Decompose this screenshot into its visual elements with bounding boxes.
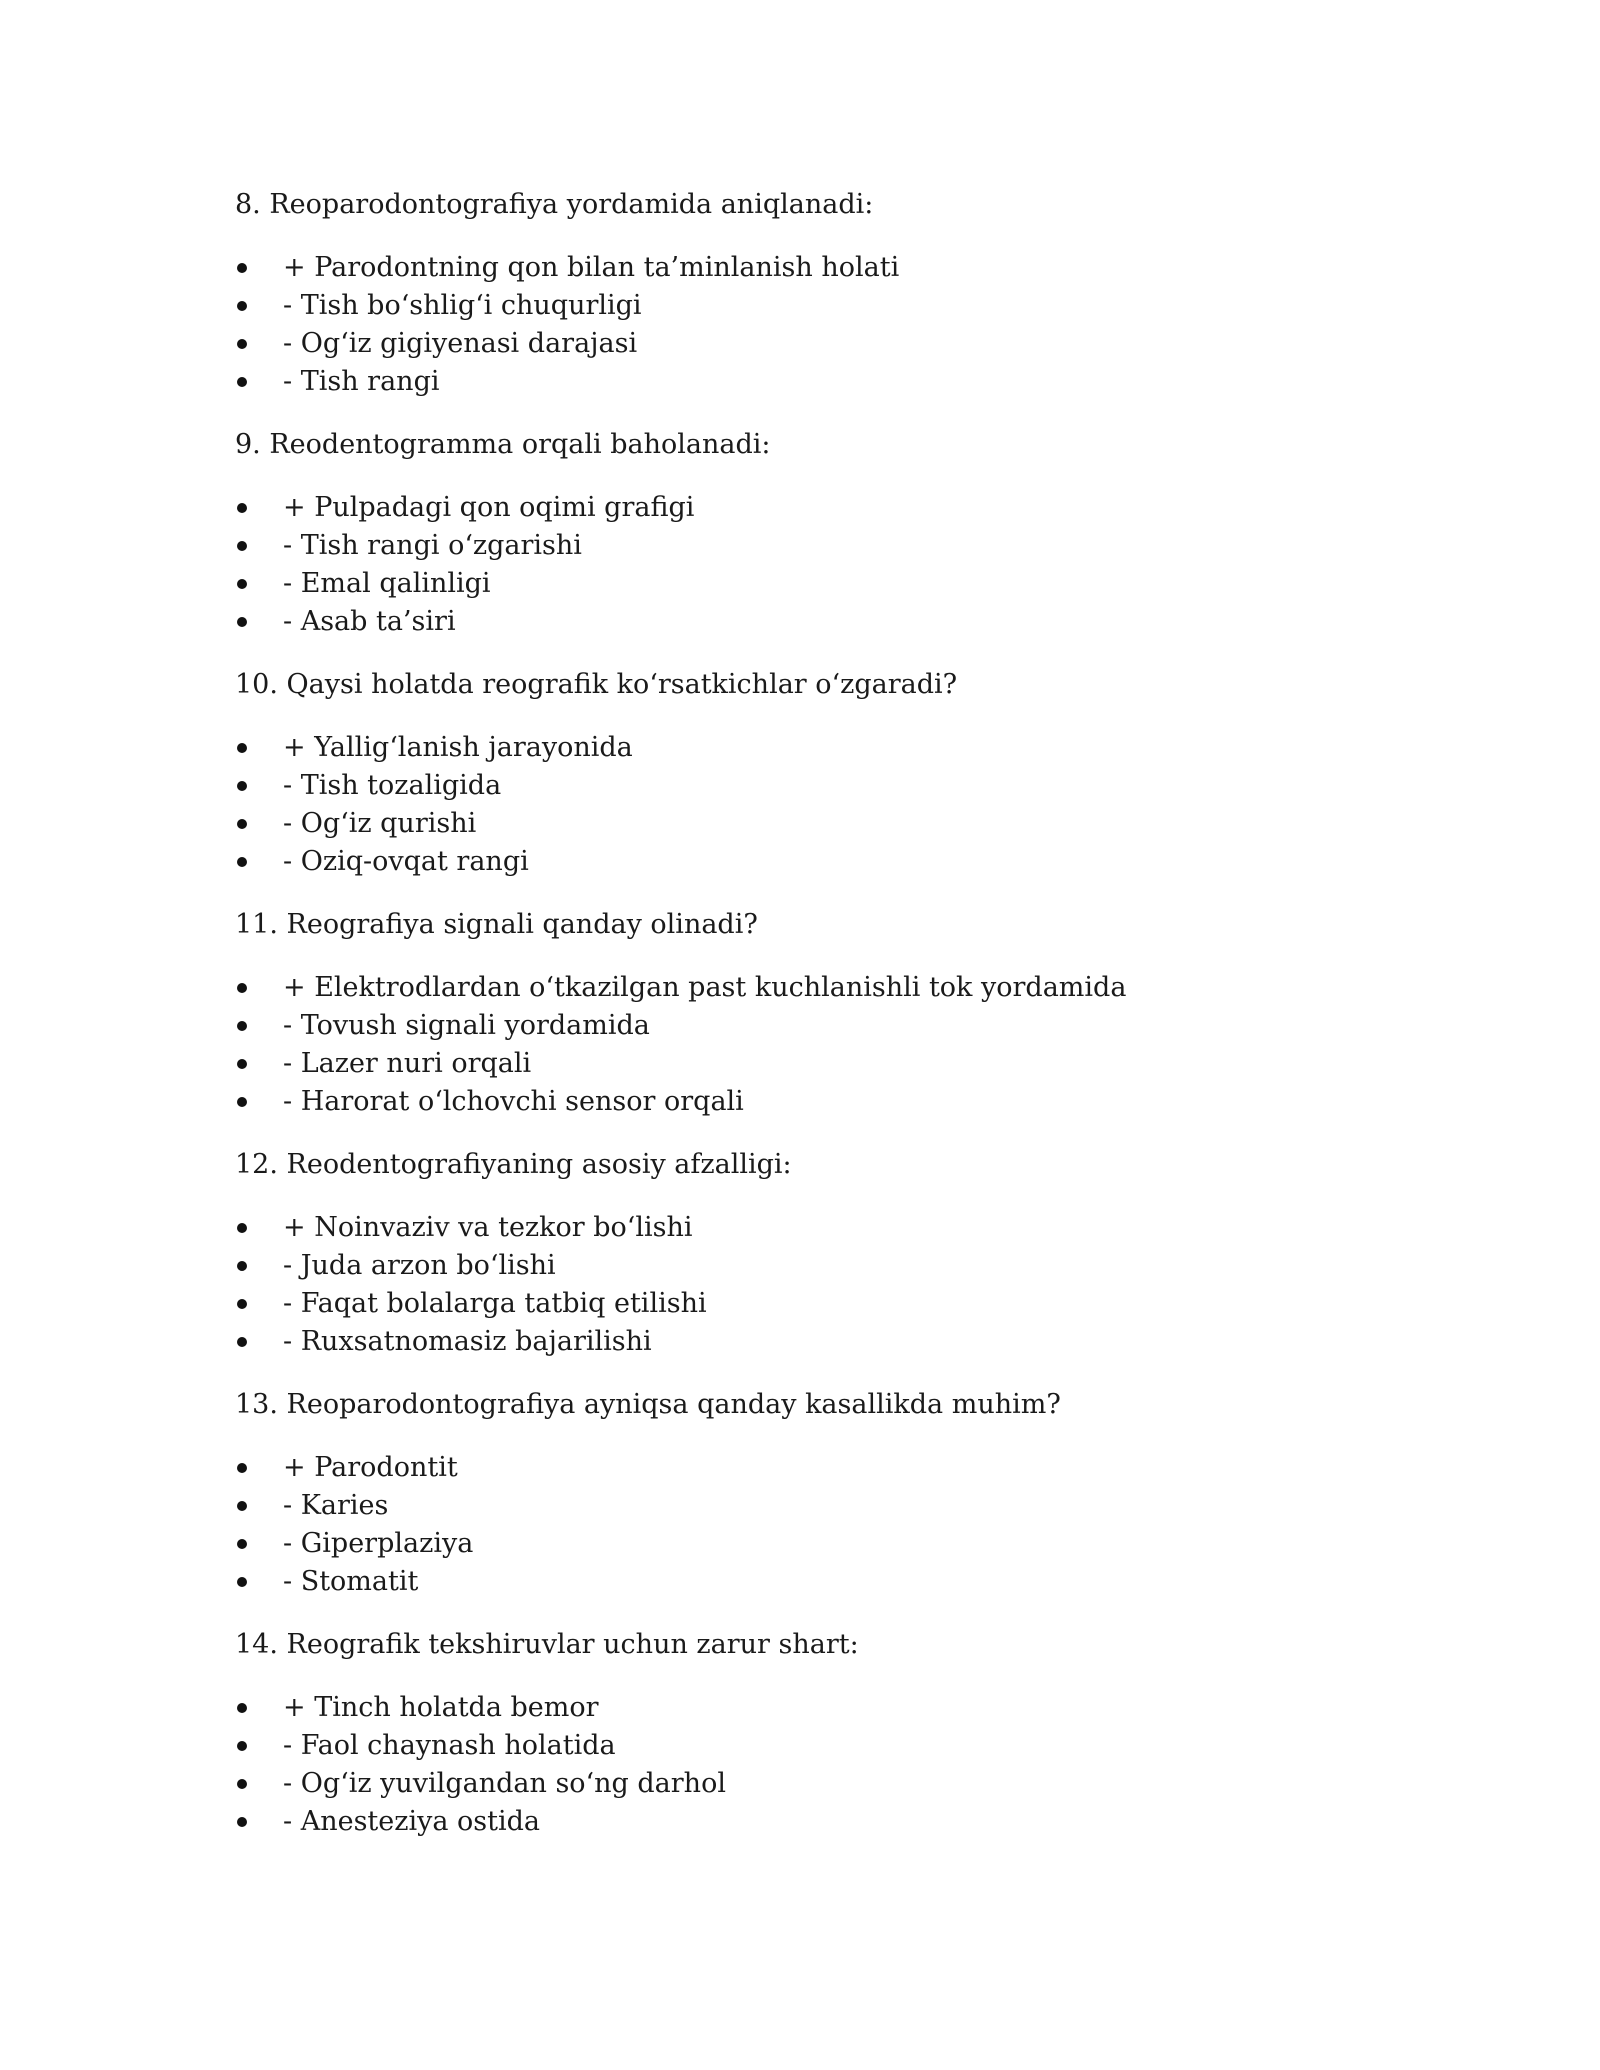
answer-text: - Oziq-ovqat rangi [283, 846, 529, 877]
bullet-icon [237, 503, 247, 513]
answer-item [235, 1083, 1435, 1121]
bullet-icon [237, 579, 247, 589]
answer-item [235, 1449, 1435, 1487]
answer-item [235, 1487, 1435, 1525]
answer-text: + Pulpadagi qon oqimi grafigi [283, 492, 695, 523]
answer-list [235, 1689, 1435, 1841]
answer-item [235, 603, 1435, 641]
bullet-icon [237, 1223, 247, 1233]
answer-item [235, 1209, 1435, 1247]
answer-item [235, 767, 1435, 805]
answer-text: - Emal qalinligi [283, 568, 491, 599]
bullet-icon [237, 743, 247, 753]
answer-item [235, 1689, 1435, 1727]
answer-text: - Stomatit [283, 1566, 419, 1597]
answer-list [235, 249, 1435, 401]
question-list [235, 186, 1435, 1841]
bullet-icon [237, 339, 247, 349]
answer-item [235, 805, 1435, 843]
bullet-icon [237, 301, 247, 311]
answer-text: + Tinch holatda bemor [283, 1692, 599, 1723]
question-10 [235, 666, 1435, 881]
answer-text: + Yallig‘lanish jarayonida [283, 732, 633, 763]
answer-list [235, 729, 1435, 881]
answer-item [235, 1007, 1435, 1045]
answer-text: - Juda arzon bo‘lishi [283, 1250, 556, 1281]
answer-text: - Tovush signali yordamida [283, 1010, 650, 1041]
question-9 [235, 426, 1435, 641]
bullet-icon [237, 857, 247, 867]
question-title: 12. Reodentografiyaning asosiy afzalligi: [235, 1149, 792, 1180]
answer-text: - Og‘iz gigiyenasi darajasi [283, 328, 638, 359]
answer-text: - Asab ta’siri [283, 606, 456, 637]
answer-text: + Noinvaziv va tezkor bo‘lishi [283, 1212, 693, 1243]
answer-text: - Giperplaziya [283, 1528, 474, 1559]
answer-item [235, 1045, 1435, 1083]
answer-item [235, 1563, 1435, 1601]
bullet-icon [237, 377, 247, 387]
answer-item [235, 363, 1435, 401]
answer-list [235, 969, 1435, 1121]
answer-item [235, 729, 1435, 767]
answer-text: - Ruxsatnomasiz bajarilishi [283, 1326, 652, 1357]
answer-text: - Tish rangi [283, 366, 440, 397]
bullet-icon [237, 1261, 247, 1271]
question-title: 13. Reoparodontografiya ayniqsa qanday kasallikda muhim? [235, 1389, 1061, 1420]
bullet-icon [237, 1741, 247, 1751]
answer-item [235, 325, 1435, 363]
bullet-icon [237, 819, 247, 829]
answer-item [235, 1803, 1435, 1841]
question-title: 11. Reografiya signali qanday olinadi? [235, 909, 758, 940]
answer-text: - Harorat o‘lchovchi sensor orqali [283, 1086, 744, 1117]
answer-item [235, 249, 1435, 287]
answer-text: - Tish rangi o‘zgarishi [283, 530, 582, 561]
answer-list [235, 489, 1435, 641]
answer-text: - Og‘iz yuvilgandan so‘ng darhol [283, 1768, 726, 1799]
answer-text: - Tish tozaligida [283, 770, 502, 801]
answer-item [235, 287, 1435, 325]
answer-list [235, 1449, 1435, 1601]
question-title: 14. Reografik tekshiruvlar uchun zarur shart: [235, 1629, 859, 1660]
answer-item [235, 565, 1435, 603]
bullet-icon [237, 617, 247, 627]
bullet-icon [237, 1463, 247, 1473]
answer-item [235, 843, 1435, 881]
bullet-icon [237, 1779, 247, 1789]
answer-text: + Parodontit [283, 1452, 458, 1483]
answer-item [235, 1285, 1435, 1323]
answer-item [235, 1247, 1435, 1285]
bullet-icon [237, 781, 247, 791]
answer-item [235, 1525, 1435, 1563]
answer-text: + Parodontning qon bilan ta’minlanish holati [283, 252, 900, 283]
bullet-icon [237, 1337, 247, 1347]
question-11 [235, 906, 1435, 1121]
answer-text: - Anesteziya ostida [283, 1806, 541, 1837]
answer-item [235, 489, 1435, 527]
bullet-icon [237, 1539, 247, 1549]
bullet-icon [237, 1577, 247, 1587]
answer-item [235, 969, 1435, 1007]
question-12 [235, 1146, 1435, 1361]
question-title: 9. Reodentogramma orqali baholanadi: [235, 429, 771, 460]
answer-item [235, 1323, 1435, 1361]
bullet-icon [237, 1703, 247, 1713]
answer-item [235, 1765, 1435, 1803]
bullet-icon [237, 1059, 247, 1069]
question-title: 10. Qaysi holatda reografik ko‘rsatkichlar o‘zgaradi? [235, 669, 958, 700]
bullet-icon [237, 1817, 247, 1827]
answer-text: - Faqat bolalarga tatbiq etilishi [283, 1288, 707, 1319]
bullet-icon [237, 1097, 247, 1107]
bullet-icon [237, 263, 247, 273]
answer-item [235, 527, 1435, 565]
bullet-icon [237, 1501, 247, 1511]
answer-text: - Karies [283, 1490, 389, 1521]
answer-text: - Og‘iz qurishi [283, 808, 477, 839]
bullet-icon [237, 983, 247, 993]
bullet-icon [237, 1299, 247, 1309]
question-14 [235, 1626, 1435, 1841]
question-title: 8. Reoparodontografiya yordamida aniqlanadi: [235, 189, 874, 220]
question-13 [235, 1386, 1435, 1601]
bullet-icon [237, 541, 247, 551]
answer-list [235, 1209, 1435, 1361]
answer-item [235, 1727, 1435, 1765]
bullet-icon [237, 1021, 247, 1031]
answer-text: - Faol chaynash holatida [283, 1730, 616, 1761]
answer-text: + Elektrodlardan o‘tkazilgan past kuchlanishli tok yordamida [283, 972, 1127, 1003]
question-8 [235, 186, 1435, 401]
answer-text: - Tish bo‘shlig‘i chuqurligi [283, 290, 642, 321]
answer-text: - Lazer nuri orqali [283, 1048, 532, 1079]
